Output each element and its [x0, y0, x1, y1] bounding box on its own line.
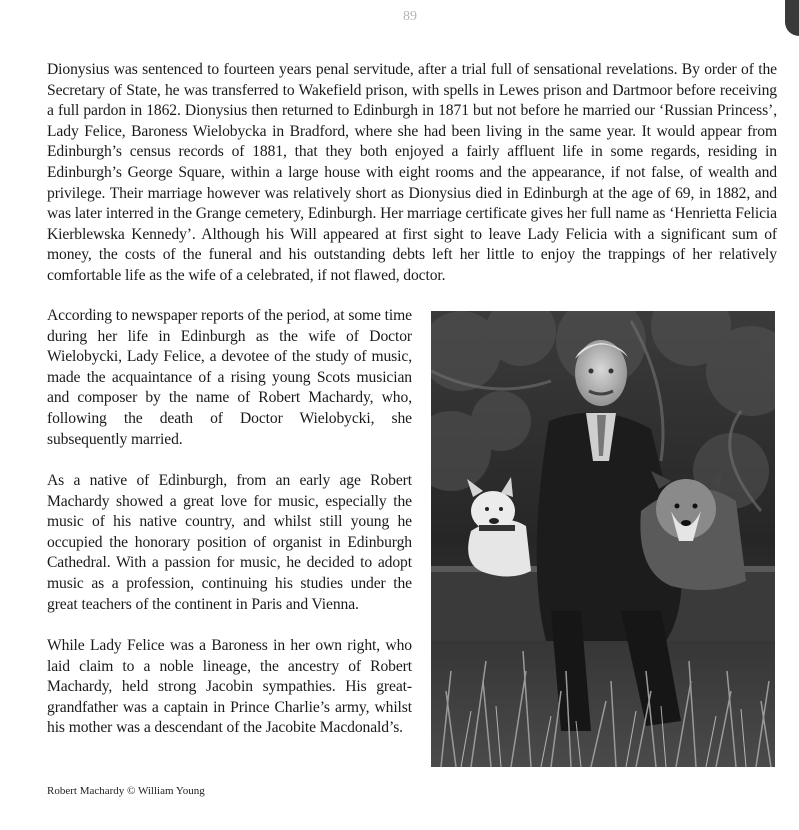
photo-caption: Robert Machardy © William Young [47, 785, 205, 797]
paragraph-native-edinburgh: As a native of Edinburgh, from an early age Robert Machardy showed a great love for music, especially the music of his native country, and whilst still young he occupied the honorary position of organist in Edinburgh Cathedral. With a passion for music, he decided to adopt music as a profession, continuing his studies under the great teachers of the continent in Paris and Vienna. [47, 472, 412, 613]
portrait-photo [431, 311, 775, 767]
paragraph-ancestry: While Lady Felice was a Baroness in her own right, who laid claim to a noble lineage, the ancestry of Robert Machardy, held strong Jacobin sympathies. His great-grandfather was a captain in Prince Charlie’s army, whilst his mother was a descendant of the Jacobite Macdonald’s. [47, 637, 412, 737]
paragraph-acquaintance: According to newspaper reports of the period, at some time during her life in Edinburgh as the wife of Doctor Wielobycki, Lady Felice, a devotee of the study of music, made the acquaintance of a rising young Scots musician and composer by the name of Robert Machardy, who, following the death of Doctor Wielobycki, she subsequently married. [47, 307, 412, 448]
corner-tab [785, 0, 799, 36]
paragraph-sentencing: Dionysius was sentenced to fourteen years penal servitude, after a trial full of sensational revelations. By order of the Secretary of State, he was transferred to Wakefield prison, with spells in Lewes prison and Dartmoor before receiving a full pardon in 1862. Dionysius then returned to Edinburgh in 1871 but not before he married our ‘Russian Princess’, Lady Felice, Baroness Wielobycka in Bradford, where she had been living in the same year. It would appear from Edinburgh’s census records of 1881, that they both enjoyed a fairly affluent life in some regards, residing in Edinburgh’s George Square, within a large house with eight rooms and the appearance, if not false, of wealth and privilege. Their marriage however was relatively short as Dionysius died in Edinburgh at the age of 69, in 1882, and was later interred in the Grange cemetery, Edinburgh. Her marriage certificate gives her full name as ‘Henrietta Felicia Kierblewska Kennedy’. Although his Will appeared at first sight to leave Lady Felicia with a significant sum of money, the costs of the funeral and his outstanding debts left her little to enjoy the trappings of her relatively comfortable life as the wife of a celebrated, if not flawed, doctor. [47, 61, 777, 284]
page-number: 89 [403, 9, 417, 24]
